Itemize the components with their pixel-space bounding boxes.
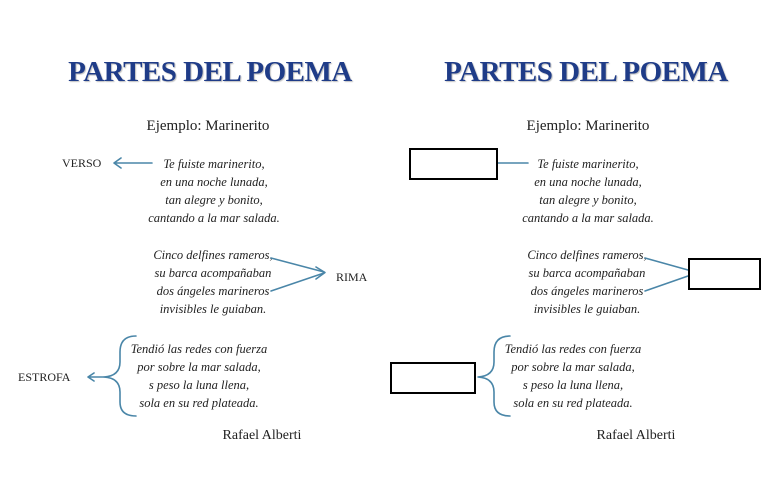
verse-line: por sobre la mar salada, xyxy=(511,360,635,374)
verse-line: su barca acompañaban xyxy=(154,266,272,280)
verse-line: su barca acompañaban xyxy=(528,266,646,280)
verso-label: VERSO xyxy=(62,156,102,170)
estrofa-brace xyxy=(104,336,136,416)
estrofa-arrow xyxy=(88,373,104,381)
verse-line: s peso la luna llena, xyxy=(522,378,624,392)
verse-line: s peso la luna llena, xyxy=(148,378,250,392)
verse-line: Te fuiste marinerito, xyxy=(163,157,265,171)
estrofa-label: ESTROFA xyxy=(18,370,71,384)
verse-line: Tendió las redes con fuerza xyxy=(130,342,268,356)
example-subtitle: Ejemplo: Marinerito xyxy=(526,118,650,134)
rima-arrow-lower xyxy=(271,273,324,291)
poem-author: Rafael Alberti xyxy=(222,428,302,443)
verse-line: invisibles le guiaban. xyxy=(159,302,267,316)
verso-answer-box[interactable] xyxy=(409,148,498,180)
example-subtitle: Ejemplo: Marinerito xyxy=(146,118,270,134)
verse-line: tan alegre y bonito, xyxy=(165,193,263,207)
rima-connector-upper xyxy=(645,258,688,270)
verse-line: dos ángeles marineros xyxy=(530,284,644,298)
verse-line: sola en su red plateada. xyxy=(139,396,259,410)
worksheet-poem-panel xyxy=(384,0,768,503)
page-title: PARTES DEL POEMA xyxy=(68,56,352,88)
verso-arrow xyxy=(114,158,152,168)
page-title: PARTES DEL POEMA xyxy=(444,56,728,88)
verse-line: dos ángeles marineros xyxy=(156,284,270,298)
verse-line: Cinco delfines rameros, xyxy=(527,248,647,262)
connector-lines xyxy=(384,0,768,503)
rima-connector-lower xyxy=(645,276,688,291)
verse-line: Tendió las redes con fuerza xyxy=(504,342,642,356)
rima-label: RIMA xyxy=(336,270,368,284)
rima-arrow-upper xyxy=(271,258,324,272)
verse-line: por sobre la mar salada, xyxy=(137,360,261,374)
rima-arrowhead xyxy=(316,267,325,279)
estrofa-answer-box[interactable] xyxy=(390,362,476,394)
verse-line: tan alegre y bonito, xyxy=(539,193,637,207)
verse-line: en una noche lunada, xyxy=(160,175,268,189)
verse-line: sola en su red plateada. xyxy=(513,396,633,410)
verse-line: en una noche lunada, xyxy=(534,175,642,189)
verse-line: cantando a la mar salada. xyxy=(148,211,280,225)
poem-author: Rafael Alberti xyxy=(596,428,676,443)
verse-line: invisibles le guiaban. xyxy=(533,302,641,316)
rima-answer-box[interactable] xyxy=(688,258,761,290)
estrofa-brace xyxy=(478,336,510,416)
verse-line: Te fuiste marinerito, xyxy=(537,157,639,171)
verse-line: Cinco delfines rameros, xyxy=(153,248,273,262)
verse-line: cantando a la mar salada. xyxy=(522,211,654,225)
